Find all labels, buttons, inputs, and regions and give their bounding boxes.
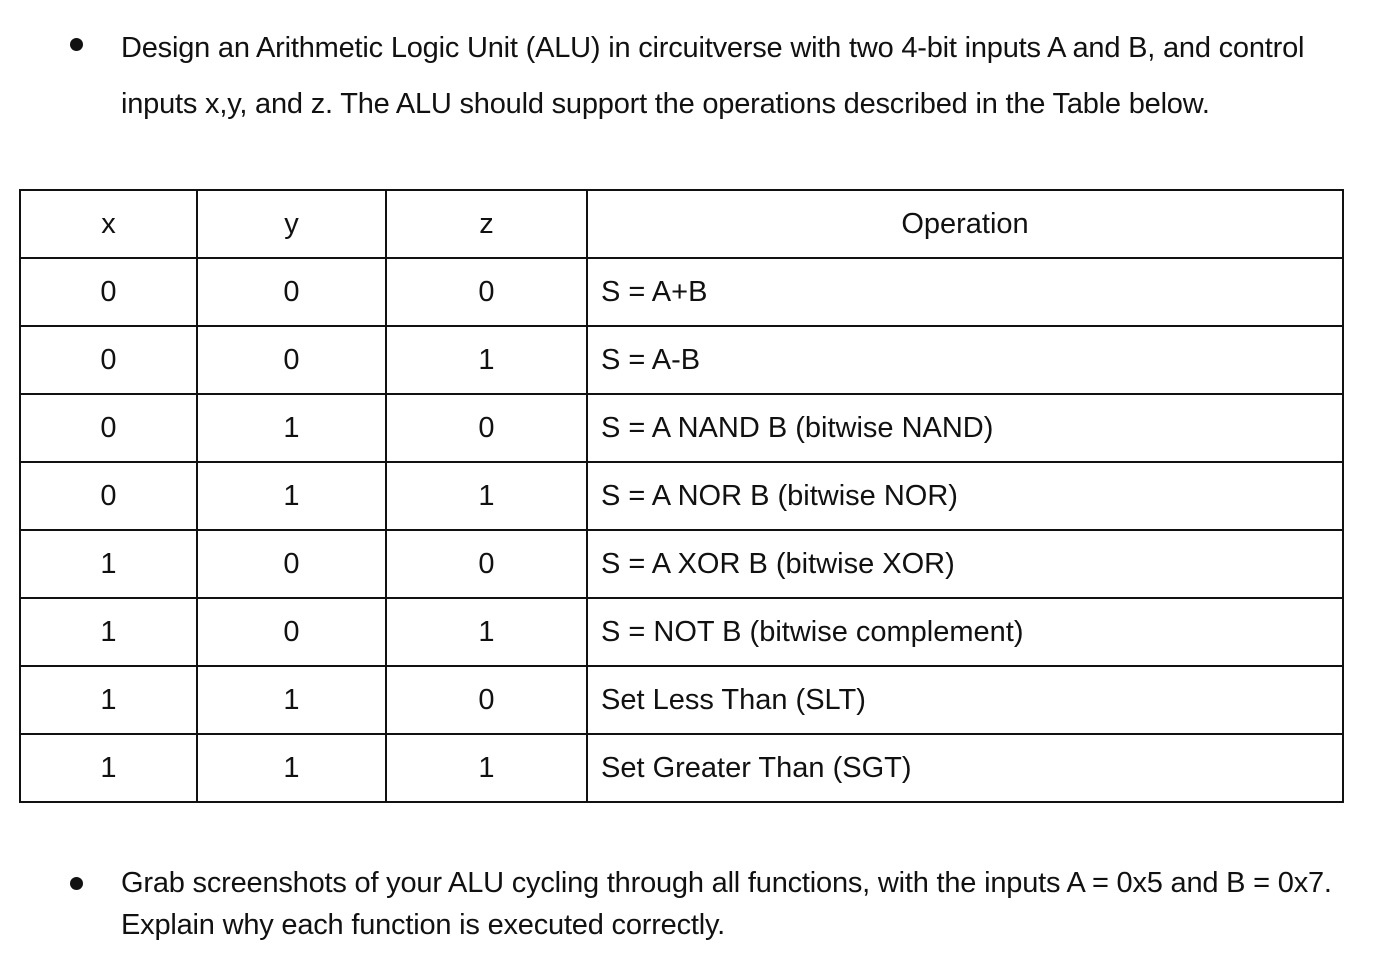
bullet-text-design-alu: Design an Arithmetic Logic Unit (ALU) in circuitverse with two 4-bit inputs A and B, and control inputs x,y, and z. The ALU should support the operations described in the Table below. [121, 32, 1305, 120]
table-row [20, 394, 1343, 462]
cell-operation: S = A NAND B (bitwise NAND) [587, 394, 1343, 462]
cell-x: 0 [20, 462, 197, 530]
cell-operation: S = NOT B (bitwise complement) [587, 598, 1343, 666]
table-row [20, 734, 1343, 802]
header-z: z [386, 190, 587, 258]
cell-x: 0 [20, 258, 197, 326]
cell-z: 0 [386, 394, 587, 462]
bullet-dot-icon [70, 877, 83, 890]
cell-y: 0 [197, 530, 386, 598]
bullet-item-design-alu [70, 21, 1360, 132]
cell-z: 0 [386, 666, 587, 734]
cell-operation: S = A-B [587, 326, 1343, 394]
cell-z: 1 [386, 462, 587, 530]
table-row [20, 258, 1343, 326]
cell-operation: S = A NOR B (bitwise NOR) [587, 462, 1343, 530]
header-x: x [20, 190, 197, 258]
table-row [20, 326, 1343, 394]
header-operation: Operation [587, 190, 1343, 258]
cell-operation: Set Greater Than (SGT) [587, 734, 1343, 802]
alu-operations-table [19, 189, 1344, 803]
cell-x: 1 [20, 666, 197, 734]
table-row [20, 598, 1343, 666]
header-y: y [197, 190, 386, 258]
cell-x: 1 [20, 530, 197, 598]
cell-x: 1 [20, 734, 197, 802]
cell-x: 1 [20, 598, 197, 666]
cell-z: 1 [386, 326, 587, 394]
cell-operation: S = A XOR B (bitwise XOR) [587, 530, 1343, 598]
table-row [20, 666, 1343, 734]
cell-operation: Set Less Than (SLT) [587, 666, 1343, 734]
table-header-row [20, 190, 1343, 258]
cell-y: 0 [197, 326, 386, 394]
cell-y: 0 [197, 258, 386, 326]
bullet-item-screenshots [70, 862, 1360, 946]
bullet-text-screenshots: Grab screenshots of your ALU cycling through all functions, with the inputs A = 0x5 and B = 0x7. Explain why each function is executed correctly. [121, 867, 1332, 941]
table-row [20, 462, 1343, 530]
cell-y: 1 [197, 462, 386, 530]
bullet-dot-icon [70, 38, 83, 51]
cell-operation: S = A+B [587, 258, 1343, 326]
cell-z: 1 [386, 734, 587, 802]
cell-y: 0 [197, 598, 386, 666]
cell-y: 1 [197, 734, 386, 802]
cell-y: 1 [197, 666, 386, 734]
cell-x: 0 [20, 326, 197, 394]
cell-z: 1 [386, 598, 587, 666]
cell-z: 0 [386, 530, 587, 598]
cell-y: 1 [197, 394, 386, 462]
cell-z: 0 [386, 258, 587, 326]
cell-x: 0 [20, 394, 197, 462]
table-row [20, 530, 1343, 598]
